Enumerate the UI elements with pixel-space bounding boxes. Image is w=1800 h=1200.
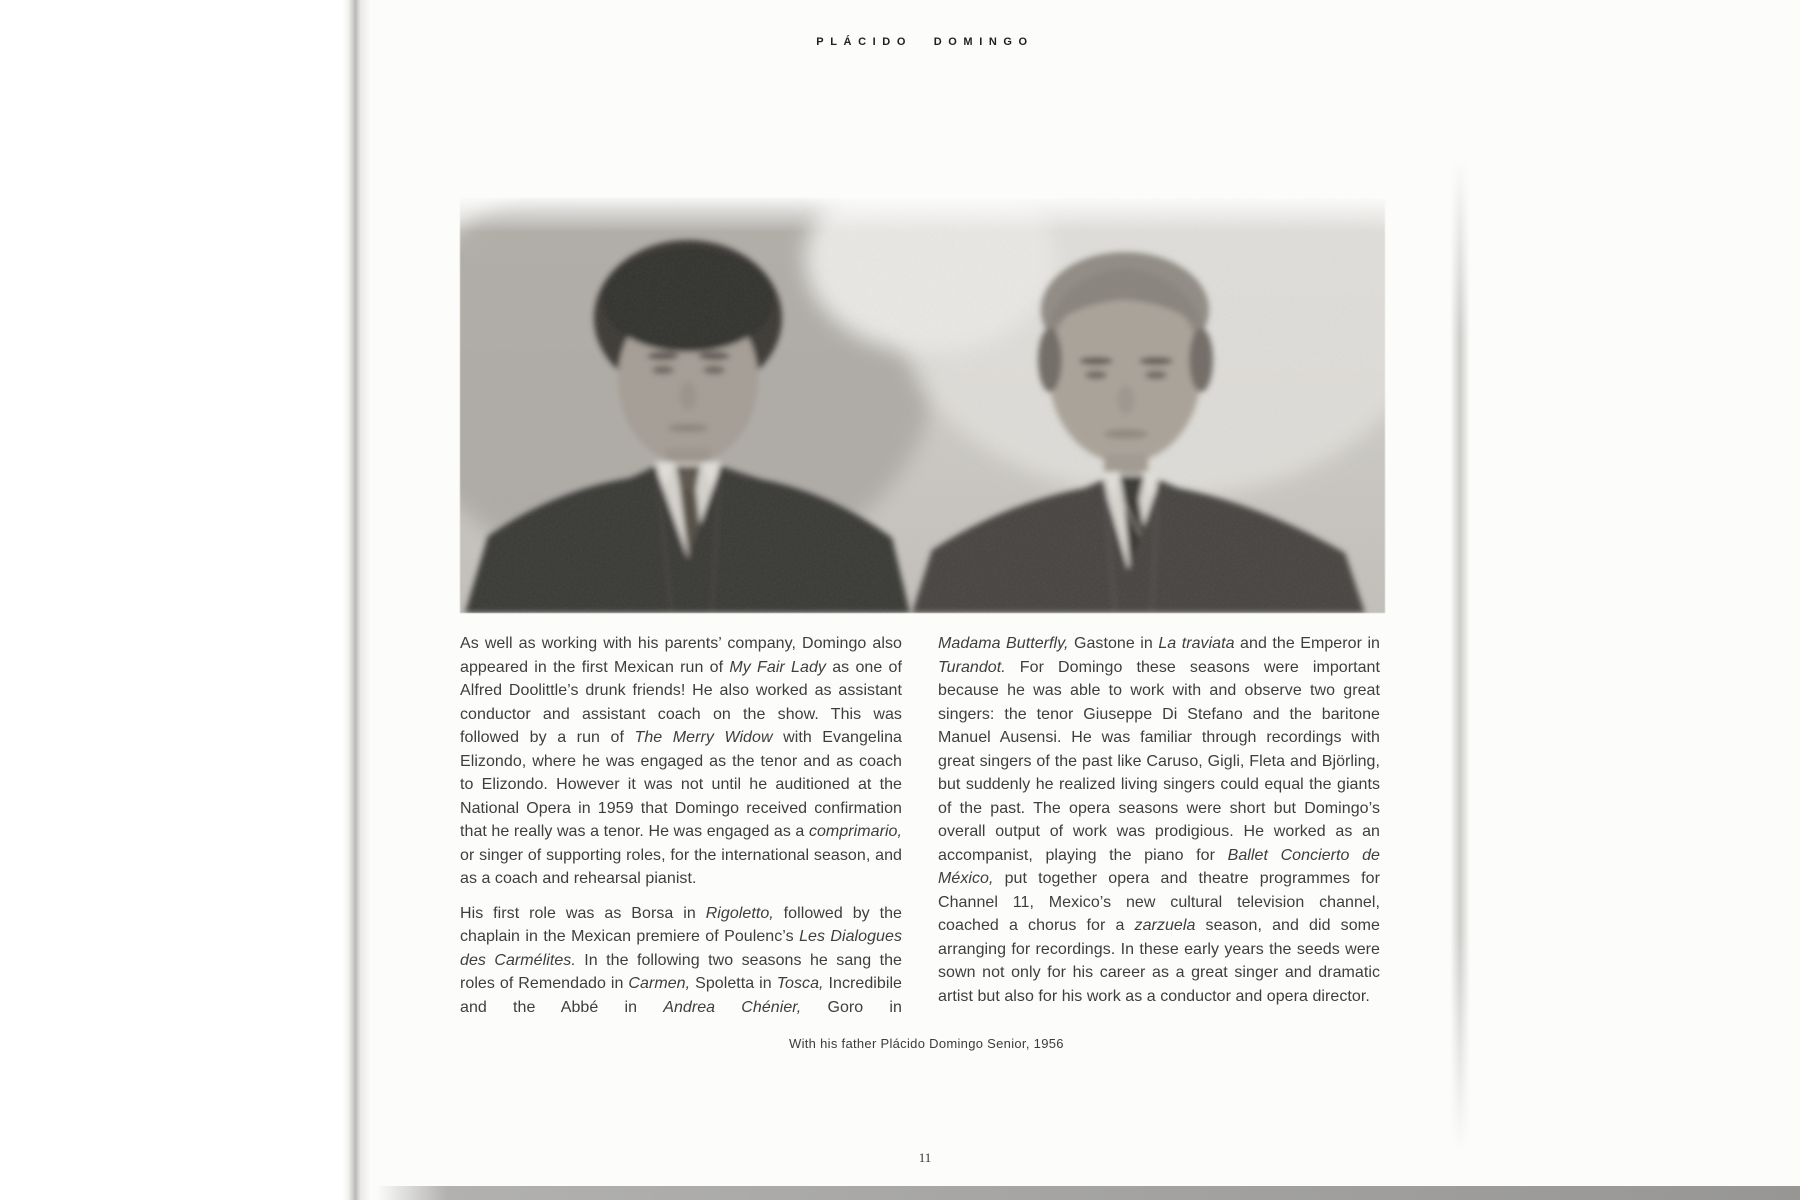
italic-title-text: Les Dialogues des Carmélites. <box>460 928 902 969</box>
page-number: 11 <box>918 1150 932 1165</box>
body-text: followed by the chaplain in the Mexican premiere of Poulenc’s <box>460 904 902 945</box>
italic-title-text: Carmen, <box>628 975 691 992</box>
body-text: with Evangelina Elizondo, where he was engaged as the tenor and as coach to Elizondo. However it was not until he auditioned at the National Opera in 1959 that Domingo received confirmation that he really was a tenor. He was engaged as a <box>460 729 902 840</box>
body-text: In the following two seasons he sang the roles of Remendado in <box>460 951 902 992</box>
body-text: Goro in <box>801 998 902 1016</box>
body-text: His first role was as Borsa in <box>460 904 706 922</box>
italic-title-text: zarzuela <box>1134 917 1196 934</box>
body-text: put together opera and theatre programmes for Channel 11, Mexico’s new cultural television channel, coached a chorus for a <box>938 870 1380 934</box>
italic-title-text: comprimario, <box>808 823 902 840</box>
body-text: Incredibile and the Abbé in <box>460 975 902 1016</box>
italic-title-text: The Merry Widow <box>634 729 773 746</box>
italic-title-text: My Fair Lady <box>729 658 826 676</box>
italic-title-text: La traviata <box>1158 635 1235 652</box>
portrait-photo <box>460 198 1385 613</box>
body-text: Gastone in <box>1068 635 1159 652</box>
portrait-photo-graphic <box>460 198 1385 613</box>
photo-caption: With his father Plácido Domingo Senior, 1956 <box>789 1036 1064 1051</box>
italic-title-text: Madama Butterfly, <box>938 635 1069 652</box>
body-text: and the Emperor in <box>1234 635 1380 652</box>
body-text: Spoletta in <box>690 975 777 992</box>
page-bottom-edge <box>376 1186 1800 1200</box>
italic-title-text: Turandot. <box>938 658 1006 676</box>
body-text: as one of Alfred Doolittle’s drunk friends! He also worked as assistant conductor and assistant coach on the show. This was followed by a run of <box>460 658 902 746</box>
italic-title-text: Ballet Concierto de México, <box>938 846 1381 887</box>
paragraph <box>938 632 1380 1008</box>
italic-title-text: Rigoletto, <box>705 904 774 922</box>
body-text: As well as working with his parents’ company, Domingo also appeared in the first Mexican run of <box>460 635 902 676</box>
paragraph <box>460 902 902 1020</box>
body-text-right-column <box>938 632 1380 1008</box>
body-text: For Domingo these seasons were important because he was able to work with and observe two great singers: the tenor Giuseppe Di Stefano and the baritone Manuel Ausensi. He was familiar through recordings with great singers of the past like Caruso, Gigli, Fleta and Björling, but suddenly he realized living singers could equal the giants of the past. The opera seasons were short but Domingo’s overall output of work was prodigious. He worked as an accompanist, playing the piano for <box>938 658 1380 864</box>
italic-title-text: Tosca, <box>776 975 824 992</box>
running-head-title: PLÁCIDO DOMINGO <box>816 36 1034 48</box>
paragraph <box>460 632 902 891</box>
body-text-left-column <box>460 632 902 1019</box>
italic-title-text: Andrea Chénier, <box>663 998 802 1016</box>
page-gutter-shadow <box>342 0 370 1200</box>
body-text: or singer of supporting roles, for the international season, and as a coach and rehearsal pianist. <box>460 846 902 887</box>
body-text: season, and did some arranging for recordings. In these early years the seeds were sown not only for his career as a great singer and dramatic artist but also for his work as a conductor and opera director. <box>938 917 1380 1005</box>
page-edge-shadow <box>1450 158 1470 1153</box>
